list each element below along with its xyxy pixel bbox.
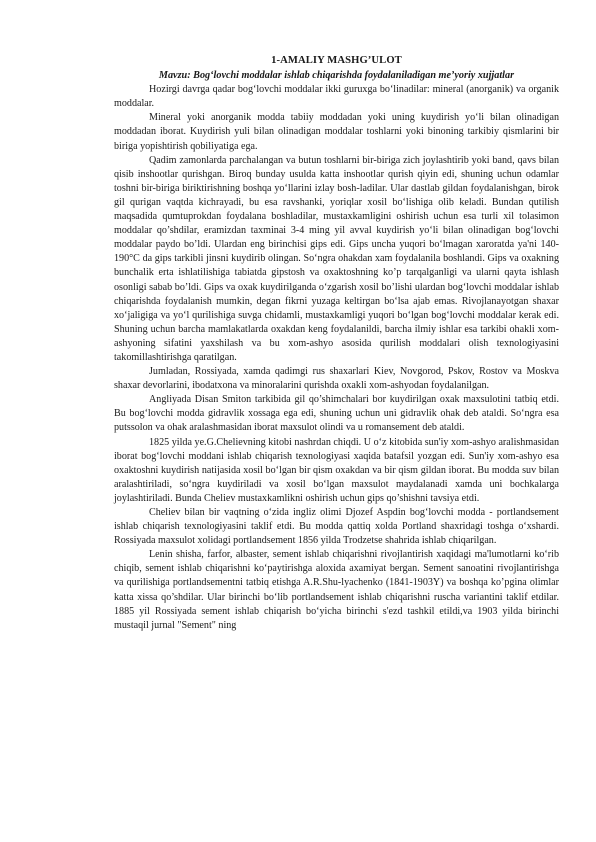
paragraph-6: 1825 yilda ye.G.Chelievning kitobi nashrdan chiqdi. U o‘z kitobida sun'iy xom-ashyo aralishmasidan iborat bog‘lovchi moddani ishlab chiqarish texnologiyasi xaqida batafsil yozgan edi. Sun'iy xom-ashyo esa oxaktoshni kuydirish natijasida xosil bo‘lgan bir qism oxakdan va bir qism gildan iborat. Bu modda suv bilan aralashtiriladi, so‘ngra kuydiriladi va xosil bo‘lgan maxsulot maydalanadi xamda uni bochkalarga joylashtiriladi. Bunda Cheliev mustaxkamlikni oshirish uchun gips qo’shishni tavsiya etdi. [114, 436, 559, 504]
document-page [114, 54, 559, 633]
paragraph-3: Qadim zamonlarda parchalangan va butun toshlarni bir-biriga zich joylashtirib yoki band, qavs bilan qisib inshootlar qurishgan. Biroq bunday usulda katta inshootlar qurish qiyin edi, shuning uchun odamlar toshni bir-biriga biriktirishning boshqa yo‘llarini izlay bosh-ladilar. Ular dastlab gildan foydalanishgan, birok gil qurigan vaqtda kichrayadi, bu esa ravshanki, yoriqlar xosil bo‘lishiga olib keladi. Bundan qutilish maqsadida qumtuprokdan foydalana boshladilar, mustaxkamligini oshirish uchun esa turli xil tolasimon moddalar qo’shdilar, eramizdan taxminai 3-4 ming yil avval kuydirish yo‘li bilan olinadigan bog‘lovchi moddalar paydo bo’ldi. Ulardan eng birinchisi gips edi. Gips uncha yuqori bo‘lmagan xaroratda ya'ni 140-190°C da gips tarkibli jinsni kuydirib olingan. So‘ngra ohakdan xam foydalanila boshlandi. Gips va oxakning bunchalik erta ishlatilishiga tabiatda gipstosh va oxaktoshning ko’p tarqalganligi va ularni qayta ishlash osonligi sabab bo’ldi. Gips va oxak kuydirilganda o‘zgarish xosil bo’lishi ulardan bog‘lovchi moddalar ishlab chiqarishda foydalanish mumkin, degan fikrni yuzaga keltirgan bo‘lsa ajab emas. Rivojlanayotgan shaxar xo‘jaligiga va yo‘l qurilishiga suvga chidamli, mustaxkamligi yuqori bo‘lgan bog‘lovchi moddalar kerak edi. Shuning uchun barcha mamlakatlarda oxakdan keng foydalanildi, barcha ilmiy ishlar esa tarkibi ohakli xom-ashyoning sifatini yaxshilash va bu xom-ashyo asosida qurilish moddalari olish texnologiyasini takomillashtirishga qaratilgan. [114, 154, 559, 363]
document-title: 1-AMALIY MASHG’ULOT [271, 55, 402, 66]
paragraph-5: Angliyada Disan Smiton tarkibida gil qo’shimchalari bor kuydirilgan oxak maxsulotini tatbiq etdi. Bu bog‘lovchi modda gidravlik xossaga ega edi, shuning uchun uni gidravlik ohak deb ataldi. So‘ngra esa putssolon va ohak aralashmasidan iborat maxsulot olindi va u romansement deb ataldi. [114, 394, 559, 434]
paragraph-2: Mineral yoki anorganik modda tabiiy moddadan yoki uning kuydirish yo‘li bilan olinadigan moddadan iborat. Kuydirish yuli bilan olinadigan moddalar toshlarni yoki binoning tarkibiy qismlarini bir biriga yopishtirish qobiliyatiga ega. [114, 112, 559, 152]
paragraph-8: Lenin shisha, farfor, albaster, sement ishlab chiqarishni rivojlantirish xaqidagi ma'lumotlarni ko‘rib chiqib, sement ishlab chiqarishni ko‘paytirishga aloxida axamiyat bergan. Sement sanoatini rivojlantirishga va qurilishiga portlandsementni tatbiq etishga A.R.Shu-lyachenko (1841-1903Y) va boshqa ko’pgina olimlar katta xissa qo’shdilar. Ular birinchi bo‘lib portlandsement ishlab chiqarishni ruscha variantini taklif etdilar. 1885 yil Rossiyada sement ishlab chiqarish bo‘yicha birinchi s'ezd tashkil etildi,va 1903 yilda birinchi mustaqil jurnal "Sement" ning [114, 549, 559, 631]
paragraph-7: Cheliev bilan bir vaqtning o‘zida ingliz olimi Djozef Aspdin bog‘lovchi modda - portlandsement ishlab chiqarish texnologiyasini taklif etdi. Bu modda qattiq xolda Portland shaxridagi toshga o‘xshardi. Rossiyada maxsulot xolidagi portlandsement 1856 yilda Trodzetse shahrida ishlab chiqarilgan. [114, 507, 559, 547]
paragraph-4: Jumladan, Rossiyada, xamda qadimgi rus shaxarlari Kiev, Novgorod, Pskov, Rostov va Moskva shaxar devorlarini, ibodatxona va minoralarini qurishda oxakli xom-ashyodan foydalanilgan. [114, 366, 559, 392]
document-subtitle: Mavzu: Bog‘lovchi moddalar ishlab chiqarishda foydalaniladigan me’yoriy xujjatlar [158, 70, 515, 82]
paragraph-1: Hozirgi davrga qadar bog‘lovchi moddalar ikki guruxga bo‘linadilar: mineral (anorganik) va organik moddalar. [114, 84, 559, 110]
